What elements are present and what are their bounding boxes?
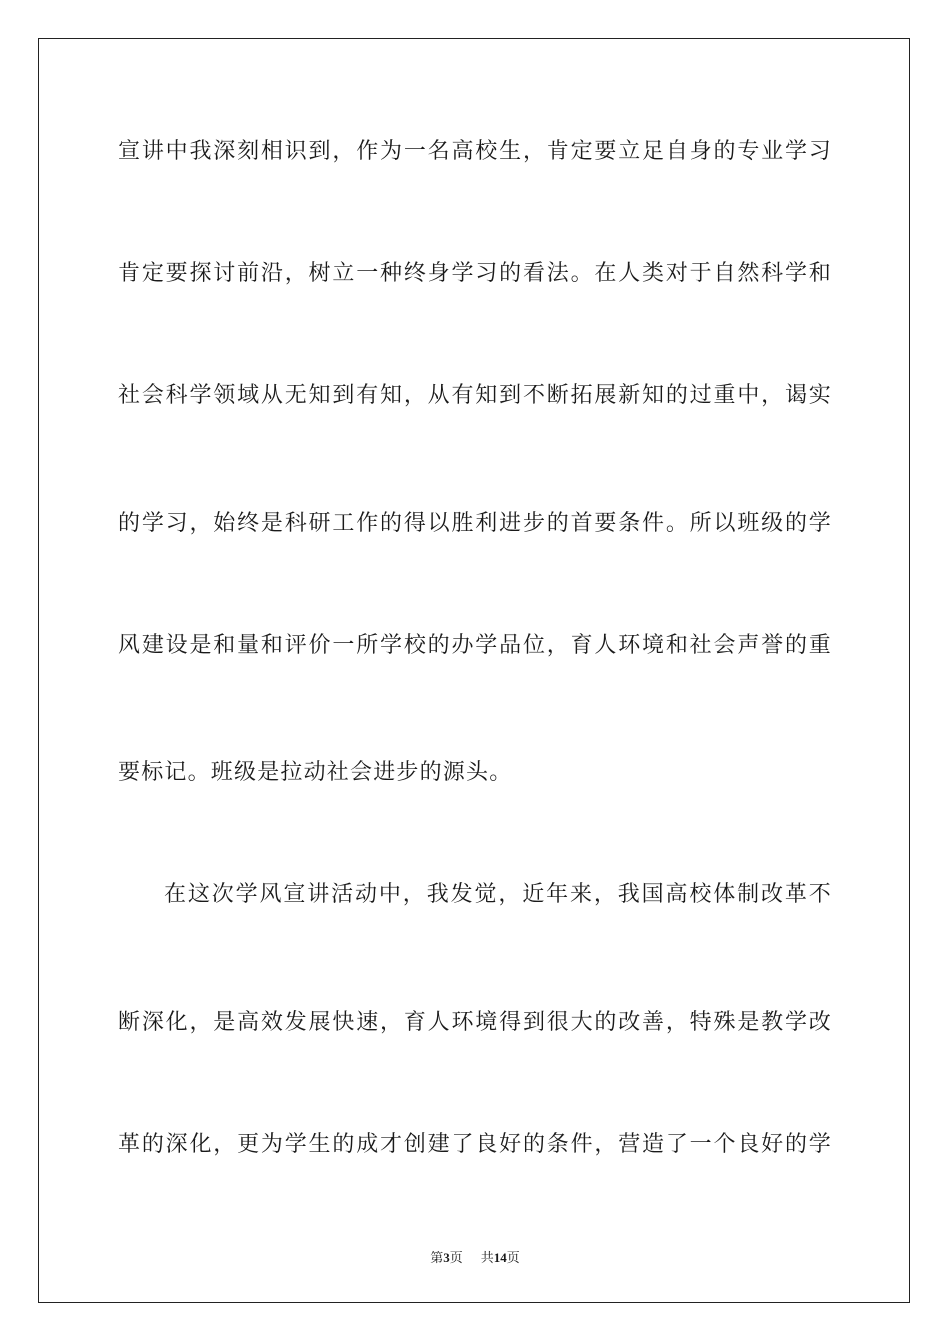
body-line-2: 肯定要探讨前沿，树立一种终身学习的看法。在人类对于自然科学和	[118, 261, 832, 286]
body-line-5: 风建设是和量和评价一所学校的办学品位，育人环境和社会声誉的重	[118, 633, 832, 658]
page-footer	[0, 1247, 950, 1266]
body-line-8: 断深化，是高效发展快速，育人环境得到很大的改善，特殊是教学改	[118, 1010, 832, 1035]
page-frame	[38, 38, 910, 1303]
body-line-1: 宣讲中我深刻相识到，作为一名高校生，肯定要立足自身的专业学习	[118, 139, 832, 164]
body-line-3: 社会科学领域从无知到有知，从有知到不断拓展新知的过重中，谒实	[118, 383, 832, 408]
footer-page-prefix: 第	[430, 1251, 444, 1266]
body-line-7: 在这次学风宣讲活动中，我发觉，近年来，我国高校体制改革不	[164, 882, 832, 907]
body-line-4: 的学习，始终是科研工作的得以胜利进步的首要条件。所以班级的学	[118, 511, 832, 536]
body-line-9: 革的深化，更为学生的成才创建了良好的条件，营造了一个良好的学	[118, 1132, 832, 1157]
footer-page-number: 3	[443, 1250, 450, 1265]
footer-total-pages: 14	[493, 1250, 507, 1265]
footer-total-suffix: 页	[506, 1251, 520, 1266]
footer-page-suffix: 页	[449, 1251, 463, 1266]
footer-total-prefix: 共	[480, 1251, 494, 1266]
body-line-6: 要标记。班级是拉动社会进步的源头。	[118, 760, 513, 785]
